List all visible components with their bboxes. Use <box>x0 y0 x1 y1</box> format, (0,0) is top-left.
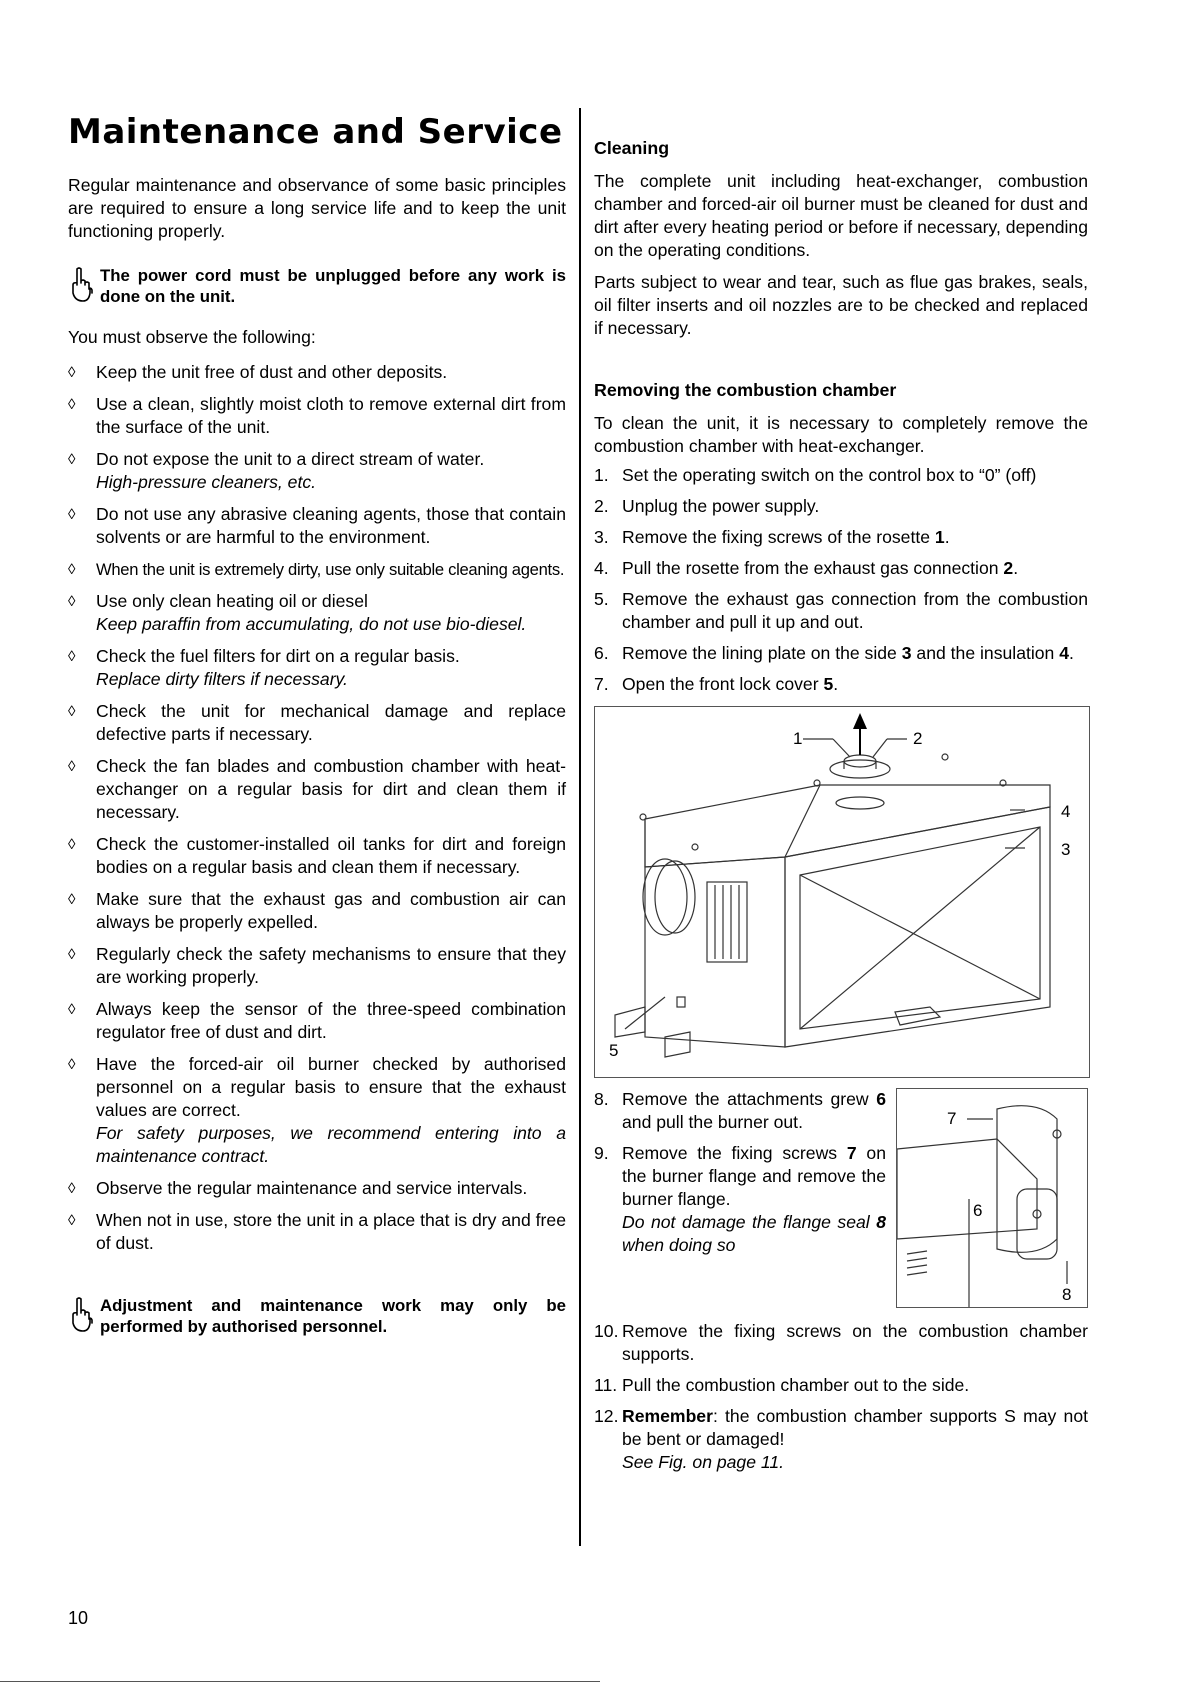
right-column <box>594 136 1088 1482</box>
step-emphasis: Remember <box>622 1406 713 1426</box>
bullet-main-text: When not in use, store the unit in a place that is dry and free of dust. <box>96 1210 566 1253</box>
list-item <box>68 833 566 879</box>
step-text-after: and pull the burner out. <box>622 1112 803 1132</box>
bullet-main-text: Use only clean heating oil or diesel <box>96 591 368 611</box>
maintenance-bullet-list <box>68 361 566 1255</box>
step-main-text: Pull the rosette from the exhaust gas connection <box>622 558 1004 578</box>
pointing-hand-icon <box>68 267 96 308</box>
list-item <box>68 1053 566 1168</box>
figure-label-6: 6 <box>973 1201 983 1220</box>
final-steps-list <box>594 1320 1088 1474</box>
caution-part: Do not damage the flange seal <box>622 1212 877 1232</box>
step-main-text: Remove the exhaust gas connection from the combustion chamber and pull it up and out. <box>622 589 1088 632</box>
list-item <box>68 888 566 934</box>
observe-intro: You must observe the following: <box>68 327 316 347</box>
step-main-text: Open the front lock cover <box>622 674 824 694</box>
page-number: 10 <box>68 1608 89 1628</box>
diamond-bullet-icon: ◊ <box>68 836 76 853</box>
diamond-bullet-icon: ◊ <box>68 451 76 468</box>
step-text <box>622 1320 1088 1366</box>
step-item <box>594 1320 1088 1366</box>
diamond-bullet-icon: ◊ <box>68 506 76 523</box>
figure-label-8: 8 <box>1062 1285 1072 1304</box>
footer-rule <box>0 1681 600 1682</box>
bullet-text <box>96 361 566 384</box>
step-number: 11. <box>594 1375 618 1395</box>
step-note-text: See Fig. on page 11. <box>622 1452 785 1472</box>
figure-label-3: 3 <box>1061 840 1071 859</box>
step-text <box>622 673 1088 696</box>
heater-unit-figure <box>594 706 1090 1078</box>
figure-label-4: 4 <box>1061 802 1071 821</box>
step-number: 1. <box>594 465 609 485</box>
step-number: 9. <box>594 1143 609 1163</box>
step-text-after: . <box>1013 558 1019 578</box>
list-item <box>68 943 566 989</box>
bullet-note-text: Replace dirty filters if necessary. <box>96 669 348 689</box>
bullet-main-text: When the unit is extremely dirty, use only suitable cleaning agents. <box>96 560 565 579</box>
burner-flange-figure <box>896 1088 1088 1308</box>
diamond-bullet-icon: ◊ <box>68 946 76 963</box>
bullet-text <box>96 393 566 439</box>
step-item <box>594 1088 886 1134</box>
removal-steps-list <box>594 464 1088 696</box>
figure-label-2: 2 <box>913 729 923 748</box>
diamond-bullet-icon: ◊ <box>68 703 76 720</box>
burner-steps-row <box>594 1088 1088 1308</box>
figure-label-1: 1 <box>793 729 803 748</box>
step-number: 2. <box>594 496 609 516</box>
figure-label-7: 7 <box>947 1109 957 1128</box>
warning-note-bottom <box>68 1295 566 1338</box>
step-text-after: . <box>833 674 839 694</box>
page-title: Maintenance and Service <box>68 112 563 152</box>
bullet-main-text: Check the fan blades and combustion chamber with heat-exchanger on a regular basis for dirt and clean them if necessary. <box>96 756 566 822</box>
bullet-text <box>96 755 566 824</box>
burner-steps-list <box>594 1088 886 1308</box>
step-main-text: Remove the fixing screws on the combustion chamber supports. <box>622 1321 1088 1364</box>
bullet-text <box>96 645 566 691</box>
warning-text: The power cord must be unplugged before any work is done on the unit. <box>100 266 566 306</box>
bullet-main-text: Use a clean, slightly moist cloth to remove external dirt from the surface of the unit. <box>96 394 566 437</box>
bullet-note-text: High-pressure cleaners, etc. <box>96 472 317 492</box>
step-item <box>594 557 1088 580</box>
step-item <box>594 464 1088 487</box>
bullet-text <box>96 1209 566 1255</box>
bullet-text <box>96 503 566 549</box>
step-text <box>622 464 1088 487</box>
step-main-text: Remove the lining plate on the side <box>622 643 902 663</box>
step-text <box>622 1405 1088 1474</box>
step-item <box>594 495 1088 518</box>
step-text <box>622 1142 886 1257</box>
step-number: 7. <box>594 674 609 694</box>
bullet-main-text: Keep the unit free of dust and other deposits. <box>96 362 448 382</box>
bullet-main-text: Observe the regular maintenance and service intervals. <box>96 1178 528 1198</box>
list-item <box>68 558 566 581</box>
bullet-text <box>96 943 566 989</box>
step-part-number: 8 <box>876 1212 886 1232</box>
step-number: 4. <box>594 558 609 578</box>
step-number: 6. <box>594 643 609 663</box>
step-text <box>622 1088 886 1134</box>
step-text <box>622 557 1088 580</box>
step-caution-text <box>622 1211 886 1257</box>
list-item <box>68 448 566 494</box>
bullet-text <box>96 833 566 879</box>
warning-text: Adjustment and maintenance work may only be performed by authorised personnel. <box>100 1296 566 1336</box>
diamond-bullet-icon: ◊ <box>68 1001 76 1018</box>
removing-heading: Removing the combustion chamber <box>594 380 897 400</box>
step-number: 8. <box>594 1089 609 1109</box>
step-text <box>622 495 1088 518</box>
diamond-bullet-icon: ◊ <box>68 396 76 413</box>
step-item <box>594 526 1088 549</box>
diamond-bullet-icon: ◊ <box>68 648 76 665</box>
diamond-bullet-icon: ◊ <box>68 891 76 908</box>
burner-flange-illustration <box>897 1089 1087 1307</box>
step-part-number: 3 <box>901 643 912 663</box>
bullet-main-text: Check the customer-installed oil tanks for dirt and foreign bodies on a regular basis and clean them if necessary. <box>96 834 566 877</box>
step-main-text: : the combustion chamber supports S may not be bent or damaged! <box>622 1406 1088 1449</box>
list-item <box>68 1177 566 1200</box>
step-number: 5. <box>594 589 609 609</box>
bullet-main-text: Do not use any abrasive cleaning agents, those that contain solvents or are harmful to the environment. <box>96 504 566 547</box>
step-part-number: 6 <box>876 1089 886 1109</box>
bullet-main-text: Do not expose the unit to a direct stream of water. <box>96 449 485 469</box>
step-text <box>622 526 1088 549</box>
caution-part: when doing so <box>622 1235 736 1255</box>
step-text-after: and the insulation <box>911 643 1060 663</box>
step-part-number: 5 <box>823 674 834 694</box>
bullet-text <box>96 998 566 1044</box>
cleaning-paragraph-2: Parts subject to wear and tear, such as flue gas brakes, seals, oil filter inserts and oil nozzles are to be checked and replaced if necessary. <box>594 272 1088 338</box>
list-item <box>68 393 566 439</box>
bullet-note-text: For safety purposes, we recommend entering into a maintenance contract. <box>96 1123 566 1166</box>
list-item <box>68 755 566 824</box>
step-part-number: 1 <box>934 527 945 547</box>
bullet-text <box>96 558 566 581</box>
step-main-text: Remove the fixing screws <box>622 1143 847 1163</box>
list-item <box>68 1209 566 1255</box>
step-number: 10. <box>594 1321 619 1341</box>
step-text-after: on the burner flange and remove the burner flange. <box>622 1143 886 1209</box>
bullet-main-text: Make sure that the exhaust gas and combustion air can always be properly expelled. <box>96 889 566 932</box>
step-text <box>622 1374 1088 1397</box>
bullet-text <box>96 1053 566 1168</box>
step-text-after: . <box>1069 643 1074 663</box>
list-item <box>68 590 566 636</box>
list-item <box>68 503 566 549</box>
step-part-number: 2 <box>1003 558 1014 578</box>
step-main-text: Unplug the power supply. <box>622 496 820 516</box>
left-column <box>68 108 566 1356</box>
diamond-bullet-icon: ◊ <box>68 593 76 610</box>
bullet-main-text: Always keep the sensor of the three-speed combination regulator free of dust and dirt. <box>96 999 566 1042</box>
list-item <box>68 700 566 746</box>
cleaning-heading: Cleaning <box>594 138 670 158</box>
step-text <box>622 588 1088 634</box>
removing-intro: To clean the unit, it is necessary to completely remove the combustion chamber with heat-exchanger. <box>594 413 1088 456</box>
column-divider <box>579 108 581 1546</box>
list-item <box>68 998 566 1044</box>
diamond-bullet-icon: ◊ <box>68 1056 76 1073</box>
pointing-hand-icon <box>68 1297 96 1338</box>
step-item <box>594 673 1088 696</box>
step-item <box>594 1405 1088 1474</box>
bullet-main-text: Check the unit for mechanical damage and replace defective parts if necessary. <box>96 701 566 744</box>
bullet-text <box>96 700 566 746</box>
heater-unit-illustration <box>595 707 1089 1077</box>
diamond-bullet-icon: ◊ <box>68 758 76 775</box>
list-item <box>68 645 566 691</box>
bullet-note-text: Keep paraffin from accumulating, do not use bio-diesel. <box>96 614 527 634</box>
step-part-number: 7 <box>846 1143 857 1163</box>
diamond-bullet-icon: ◊ <box>68 364 76 381</box>
diamond-bullet-icon: ◊ <box>68 1180 76 1197</box>
step-text <box>622 642 1088 665</box>
step-main-text: Set the operating switch on the control box to “0” (off) <box>622 465 1037 485</box>
step-number: 3. <box>594 527 609 547</box>
step-main-text: Remove the fixing screws of the rosette <box>622 527 935 547</box>
step-main-text: Remove the attachments grew <box>622 1089 877 1109</box>
step-text-after: . <box>944 527 950 547</box>
step-item <box>594 1142 886 1257</box>
bullet-main-text: Regularly check the safety mechanisms to ensure that they are working properly. <box>96 944 566 987</box>
bullet-text <box>96 888 566 934</box>
figure-label-5: 5 <box>609 1041 619 1060</box>
cleaning-paragraph-1: The complete unit including heat-exchanger, combustion chamber and forced-air oil burner must be cleaned for dust and dirt after every heating period or before if necessary, depending on the operating conditions. <box>594 171 1088 260</box>
step-part-number: 4 <box>1059 643 1070 663</box>
intro-paragraph: Regular maintenance and observance of some basic principles are required to ensure a long service life and to keep the unit functioning properly. <box>68 175 566 241</box>
warning-note-top <box>68 265 566 308</box>
step-number: 12. <box>594 1406 619 1426</box>
list-item <box>68 361 566 384</box>
step-main-text: Pull the combustion chamber out to the side. <box>622 1375 970 1395</box>
bullet-text <box>96 590 566 636</box>
diamond-bullet-icon: ◊ <box>68 561 76 578</box>
step-item <box>594 642 1088 665</box>
bullet-main-text: Check the fuel filters for dirt on a regular basis. <box>96 646 460 666</box>
bullet-main-text: Have the forced-air oil burner checked by authorised personnel on a regular basis to ensure that the exhaust values are correct. <box>96 1054 566 1120</box>
bullet-text <box>96 448 566 494</box>
bullet-text <box>96 1177 566 1200</box>
step-item <box>594 1374 1088 1397</box>
step-item <box>594 588 1088 634</box>
diamond-bullet-icon: ◊ <box>68 1212 76 1229</box>
